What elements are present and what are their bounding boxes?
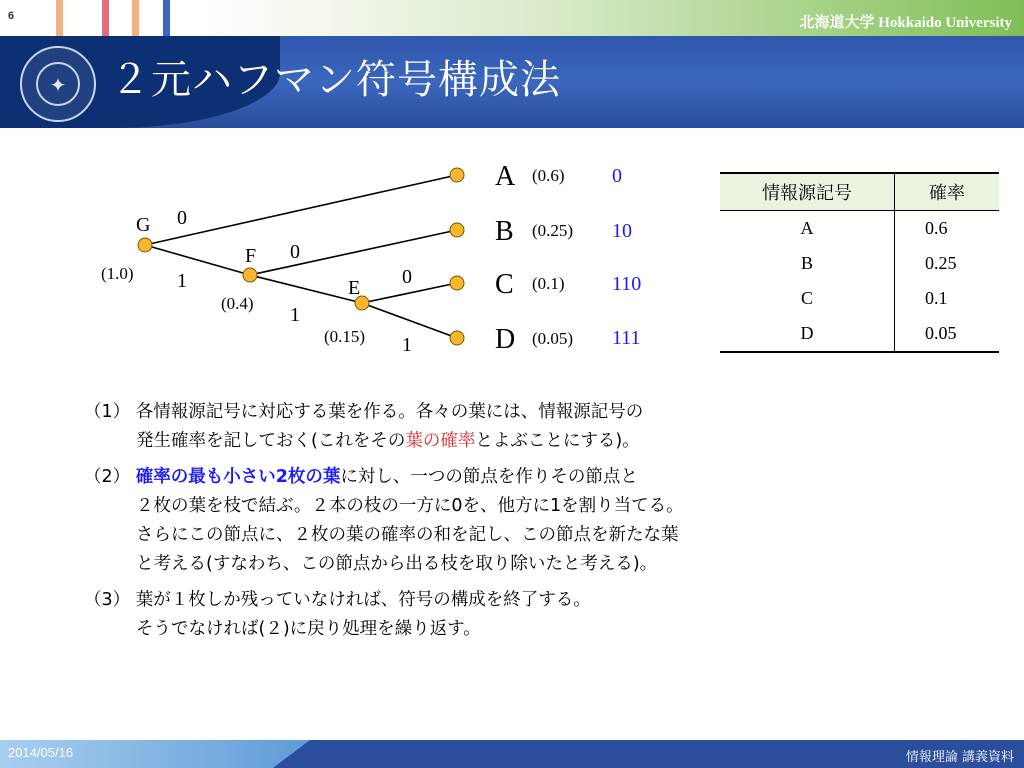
table-cell-symbol: A: [720, 211, 895, 247]
smallest-two-leaves-term: 確率の最も小さい2枚の葉: [135, 467, 341, 487]
leaf-A-circle: [450, 168, 464, 182]
footer-date: 2014/05/16: [8, 745, 74, 760]
leaf-C-code: 110: [612, 273, 642, 295]
table-cell-prob: 0.05: [895, 316, 1000, 352]
table-row: [720, 316, 999, 352]
table-header-symbol: 情報源記号: [720, 173, 895, 211]
university-seal-icon: [20, 46, 96, 122]
edge-label-F0: 0: [290, 241, 300, 263]
step-1-line-1: （1） 各情報源記号に対応する葉を作る。各々の葉には、情報源記号の: [84, 402, 644, 422]
table-cell-symbol: C: [720, 281, 895, 316]
step-2-line-2: ２枚の葉を枝で結ぶ。２本の枝の一方に0を、他方に1を割り当てる。: [136, 496, 684, 516]
edge-label-E0: 0: [402, 266, 412, 288]
leaf-B-symbol: B: [495, 216, 514, 247]
step-1-line-2: [84, 427, 684, 456]
table-row: [720, 211, 999, 247]
slide-title: ２元ハフマン符号構成法: [110, 57, 561, 103]
step-2-number: （2）: [84, 467, 136, 487]
table-cell-prob: 0.25: [925, 253, 957, 273]
probability-table: [720, 172, 999, 353]
step-2-line-4: と考える(すなわち、この節点から出る枝を取り除いたと考える)。: [136, 554, 658, 574]
edge-E-D: [362, 303, 457, 338]
leaf-A-prob: (0.6): [532, 166, 565, 185]
edge-F-B: [250, 230, 457, 275]
node-F-prob: (0.4): [221, 294, 254, 313]
table-header-prob: 確率: [895, 173, 1000, 211]
page-number: 6: [8, 10, 15, 22]
node-G-circle: [138, 238, 152, 252]
table-cell-prob: 0.1: [925, 288, 948, 308]
step-2-line-1: [84, 463, 684, 492]
step-1-text-end: とよぶことにする)。: [475, 431, 640, 451]
leaf-D-circle: [450, 331, 464, 345]
step-3-line-2: そうでなければ(２)に戻り処理を繰り返す。: [136, 619, 481, 639]
leaf-D-code: 111: [612, 327, 641, 349]
seal-inner-ring: [36, 62, 80, 106]
edge-label-E1: 1: [402, 334, 412, 356]
node-E-prob: (0.15): [324, 327, 366, 346]
seal-emblem-icon: ✦: [49, 73, 67, 97]
edge-G-A: [145, 175, 457, 245]
leaf-C-circle: [450, 276, 464, 290]
leaf-C-symbol: C: [495, 269, 514, 300]
step-3-line-1: （3） 葉が１枚しか残っていなければ、符号の構成を終了する。: [84, 590, 591, 610]
leaf-B-circle: [450, 223, 464, 237]
edge-F-E: [250, 275, 362, 303]
leaf-D-prob: (0.05): [532, 329, 574, 348]
node-G-prob: (1.0): [101, 264, 134, 283]
leaf-D-symbol: D: [495, 324, 516, 355]
algorithm-steps: [84, 398, 684, 644]
node-G-label: G: [136, 214, 151, 236]
leaf-B-code: 10: [612, 220, 632, 242]
edge-label-G0: 0: [177, 207, 187, 229]
table-row: [720, 281, 999, 316]
table-header-row: [720, 173, 999, 211]
decor-stripe: [102, 0, 109, 36]
table-cell-symbol: B: [720, 246, 895, 281]
table-cell-symbol: D: [720, 316, 895, 352]
leaf-B-prob: (0.25): [532, 221, 574, 240]
leaf-C-prob: (0.1): [532, 274, 565, 293]
huffman-tree-diagram: [0, 140, 700, 370]
node-E-label: E: [348, 277, 361, 299]
table-row: [720, 246, 999, 281]
edge-G-F: [145, 245, 250, 275]
leaf-A-code: 0: [612, 165, 622, 187]
footer-course-name: 情報理論 講義資料: [905, 750, 1014, 765]
node-F-circle: [243, 268, 257, 282]
leaf-A-symbol: A: [495, 161, 516, 192]
edge-label-G1: 1: [177, 270, 187, 292]
table-cell-prob: 0.6: [925, 218, 948, 238]
decor-stripe: [163, 0, 170, 36]
step-gap: [84, 579, 684, 586]
university-name: 北海道大学 Hokkaido University: [799, 15, 1012, 31]
decor-stripe: [132, 0, 139, 36]
tree-edges: [145, 175, 457, 338]
step-gap: [84, 456, 684, 463]
node-F-label: F: [245, 245, 257, 267]
decor-stripe: [56, 0, 63, 36]
leaf-probability-term: 葉の確率: [405, 431, 476, 451]
step-2-text: に対し、一つの節点を作りその節点と: [340, 467, 638, 487]
step-1-text: 発生確率を記しておく(これをその: [136, 431, 406, 451]
edge-label-F1: 1: [290, 304, 300, 326]
step-2-line-3: さらにこの節点に、２枚の葉の確率の和を記し、この節点を新たな葉: [136, 525, 679, 545]
